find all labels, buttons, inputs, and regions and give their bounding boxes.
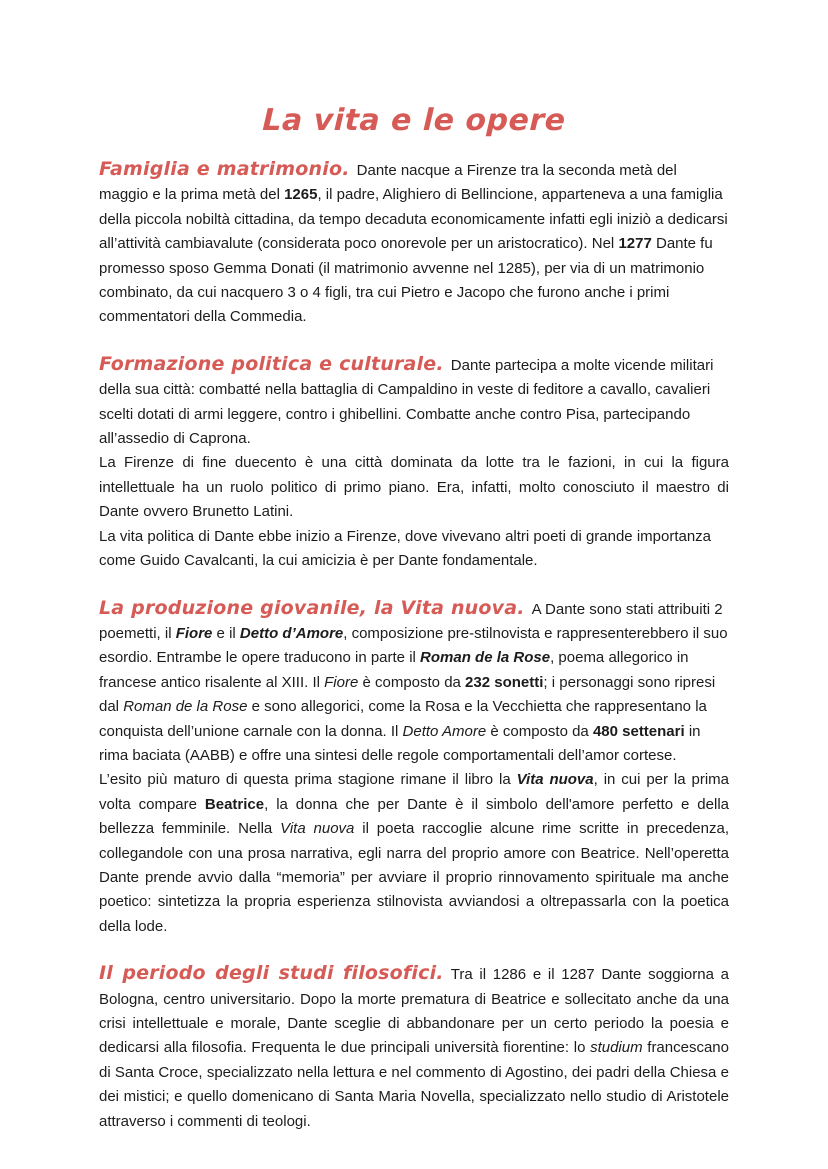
text-run: in rima baciata (AABB) e offre una sintesi delle regole comportamentali dell’amor cortese. bbox=[99, 722, 701, 764]
text-run: Roman de la Rose bbox=[123, 698, 248, 716]
text-run: è composto da bbox=[486, 722, 593, 740]
paragraph bbox=[99, 451, 729, 524]
text-run: , composizione pre-stilnovista e rappresenterebbero il suo esordio. Entrambe le opere traducono in parte il bbox=[99, 624, 728, 667]
document-body bbox=[99, 159, 729, 1134]
section-heading: La produzione giovanile, la Vita nuova. bbox=[99, 596, 525, 619]
text-run: A Dante sono stati attribuiti 2 poemetti, il bbox=[99, 600, 723, 642]
text-run: Dante partecipa a molte vicende militari della sua città: combatté nella battaglia di Campaldino in veste di feditore a cavallo, cavalieri scelti dotati di armi leggere, contro i ghibellini. Combatte anche contro Pisa, partecipando all’assedio di Caprona. bbox=[99, 356, 714, 448]
text-run: Detto d’Amore bbox=[239, 624, 344, 642]
paragraph bbox=[99, 525, 729, 574]
text-run: Vita nuova bbox=[516, 771, 594, 789]
text-run: Vita nuova bbox=[280, 820, 355, 838]
page-title: La vita e le opere bbox=[261, 103, 567, 138]
text-run: , la donna che per Dante è il simbolo dell'amore perfetto e della bellezza femminile. Nella bbox=[99, 795, 729, 838]
section-heading: Formazione politica e culturale. bbox=[99, 352, 444, 375]
paragraph bbox=[99, 354, 729, 452]
text-run: , poema allegorico in francese antico risalente al XIII. Il bbox=[99, 649, 689, 691]
text-run: 480 settenari bbox=[592, 722, 685, 740]
text-run: 1265 bbox=[284, 186, 318, 204]
section-heading: Famiglia e matrimonio. bbox=[99, 158, 350, 180]
text-run: Fiore bbox=[175, 624, 213, 642]
text-run: e il bbox=[212, 624, 240, 642]
paragraph bbox=[99, 159, 729, 330]
text-run: Roman de la Rose bbox=[420, 649, 551, 667]
text-run: ; i personaggi sono ripresi dal bbox=[99, 673, 716, 716]
text-run: 232 sonetti bbox=[465, 673, 544, 691]
section bbox=[99, 159, 729, 330]
text-run: Detto Amore bbox=[402, 722, 487, 740]
text-run: La Firenze di fine duecento è una città dominata da lotte tra le fazioni, in cui la figura intellettuale ha un ruolo politico di primo piano. Era, infatti, molto conosciuto il maestro di Dante ovvero Brunetto Latini. bbox=[99, 454, 729, 521]
text-run: Tra il 1286 e il 1287 Dante soggiorna a Bologna, centro universitario. Dopo la morte prematura di Beatrice e sollecitato anche da una crisi intellettuale e morale, Dante sceglie di abbandonare per un certo periodo la poesia e dedicarsi alla filosofia. Frequenta le due principali università fiorentine: lo bbox=[99, 966, 729, 1057]
section-heading: Il periodo degli studi filosofici. bbox=[99, 962, 444, 985]
paragraph bbox=[99, 768, 729, 939]
text-run: Fiore bbox=[324, 673, 359, 691]
text-run: L’esito più maturo di questa prima stagione rimane il libro la bbox=[99, 771, 517, 789]
section bbox=[99, 598, 729, 940]
paragraph bbox=[99, 598, 729, 769]
text-run: è composto da bbox=[358, 673, 466, 691]
text-run: 1277 bbox=[618, 235, 652, 253]
text-run: francescano di Santa Croce, specializzato nella lettura e nel commento di Agostino, dei padri della Chiesa e dei mistici; e quello domenicano di Santa Maria Novella, specializzato nello studio di Aristotele attraverso i commenti di teologi. bbox=[99, 1039, 729, 1130]
text-run: Beatrice bbox=[204, 795, 265, 813]
section bbox=[99, 354, 729, 574]
text-run: studium bbox=[590, 1039, 643, 1057]
text-run: La vita politica di Dante ebbe inizio a Firenze, dove vivevano altri poeti di grande importanza come Guido Cavalcanti, la cui amicizia è per Dante fondamentale. bbox=[99, 527, 712, 570]
text-run: e sono allegorici, come la Rosa e la Vecchietta che rappresentano la conquista dell’unione carnale con la donna. Il bbox=[99, 698, 707, 740]
text-run: , il padre, Alighiero di Bellincione, apparteneva a una famiglia della piccola nobiltà cittadina, da tempo decaduta economicamente infatti egli iniziò a dedicarsi all’attività cambiavalute (considerata poco onorevole per un aristocratico). Nel bbox=[99, 186, 728, 253]
text-run: Dante nacque a Firenze tra la seconda metà del maggio e la prima metà del bbox=[99, 162, 677, 204]
text-run: , in cui per la prima volta compare bbox=[99, 771, 729, 813]
text-run: Dante fu promesso sposo Gemma Donati (il matrimonio avvenne nel 1285), per via di un matrimonio combinato, da cui nacquero 3 o 4 figli, tra cui Pietro e Jacopo che furono anche i primi commentatori della Commedia. bbox=[99, 235, 713, 326]
section bbox=[99, 963, 729, 1134]
text-run: il poeta raccoglie alcune rime scritte in precedenza, collegandole con una prosa narrativa, egli narra del proprio amore con Beatrice. Nell’operetta Dante prende avvio dalla “memoria” per avviare il proprio rinnovamento spirituale ma anche poetico: sintetizza la propria esperienza stilnovista avviandosi a oltrepassarla con la poetica della lode. bbox=[99, 820, 729, 935]
paragraph bbox=[99, 963, 729, 1134]
